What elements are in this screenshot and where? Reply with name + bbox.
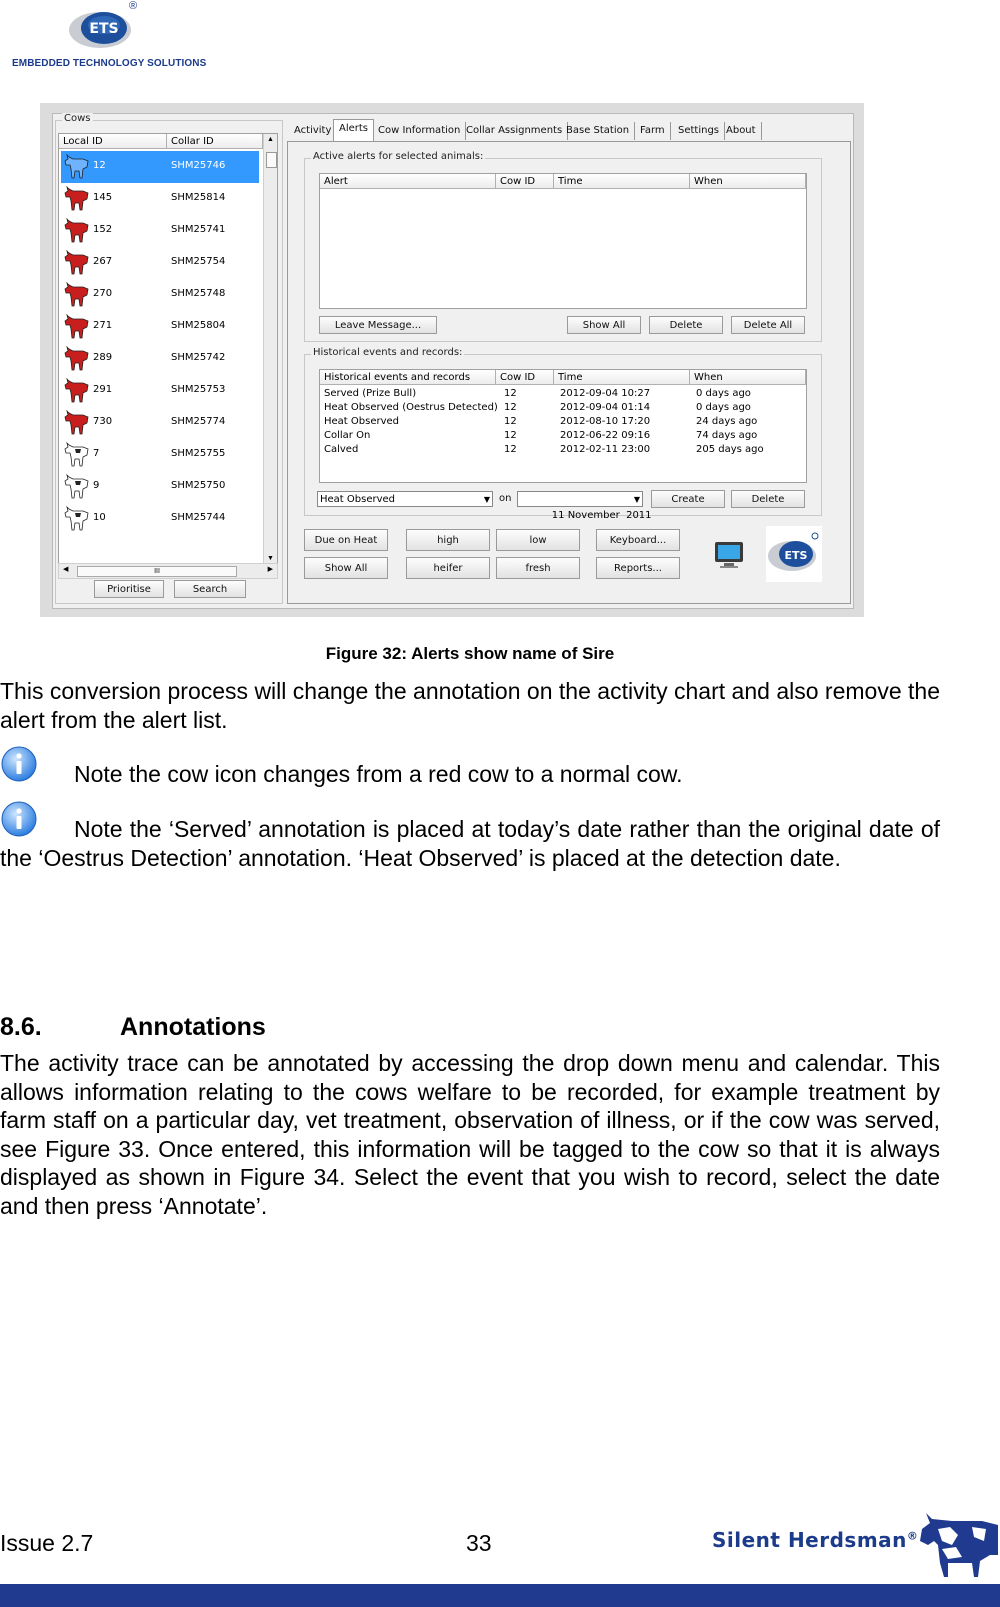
cow-row[interactable] [61, 151, 259, 183]
create-button[interactable]: Create [651, 490, 725, 508]
alert-col-alert[interactable]: Alert [320, 174, 496, 189]
history-time: 2012-09-04 10:27 [560, 388, 651, 399]
history-row[interactable] [324, 402, 804, 416]
hist-col-cow-id[interactable]: Cow ID [496, 370, 554, 385]
monitor-icon[interactable] [712, 540, 746, 570]
history-list[interactable] [319, 369, 807, 483]
cow-logo-icon [912, 1505, 1000, 1585]
history-event: Heat Observed [324, 416, 400, 427]
cow-local-id: 7 [93, 448, 100, 459]
cow-row[interactable] [61, 471, 259, 503]
tab-alerts[interactable]: Alerts [333, 119, 374, 142]
cows-group [55, 113, 283, 604]
scroll-down-icon[interactable]: ▼ [267, 555, 274, 562]
cow-local-id: 267 [93, 256, 113, 267]
cow-collar-id: SHM25814 [171, 192, 226, 203]
cow-row[interactable] [61, 503, 259, 535]
tab-farm[interactable]: Farm [635, 122, 671, 140]
history-time: 2012-09-04 01:14 [560, 402, 651, 413]
history-cow-id: 12 [504, 416, 517, 427]
on-label: on [499, 493, 512, 504]
history-row[interactable] [324, 430, 804, 444]
cow-local-id: 289 [93, 352, 113, 363]
footer-bar [0, 1584, 1000, 1607]
cow-local-id: 291 [93, 384, 113, 395]
cow-icon [63, 441, 91, 469]
cow-row[interactable] [61, 215, 259, 247]
history-when: 0 days ago [696, 402, 751, 413]
history-event: Served (Prize Bull) [324, 388, 417, 399]
cow-icon [63, 217, 91, 245]
search-button[interactable]: Search [174, 580, 246, 598]
history-cow-id: 12 [504, 402, 517, 413]
cow-list-scrollbar[interactable] [263, 134, 278, 564]
prioritise-button[interactable]: Prioritise [94, 580, 164, 598]
reports-button[interactable]: Reports... [596, 557, 680, 579]
cow-icon [63, 345, 91, 373]
alerts-screenshot [40, 103, 864, 617]
cow-icon [63, 377, 91, 405]
history-when: 74 days ago [696, 430, 758, 441]
cow-icon [63, 313, 91, 341]
ets-logo [68, 2, 138, 52]
cow-row[interactable] [61, 407, 259, 439]
active-alerts-title: Active alerts for selected animals: [313, 151, 484, 162]
history-row[interactable] [324, 416, 804, 430]
hist-col-time[interactable]: Time [554, 370, 690, 385]
alerts-tab-panel [287, 141, 851, 604]
cow-col-collar-id[interactable]: Collar ID [167, 134, 263, 149]
history-time: 2012-06-22 09:16 [560, 430, 651, 441]
cow-icon [63, 185, 91, 213]
cow-row[interactable] [61, 375, 259, 407]
cow-icon [63, 409, 91, 437]
show-all-button[interactable]: Show All [304, 557, 388, 579]
scroll-left-icon[interactable]: ◀ [63, 566, 69, 573]
note-served-annotation: Note the ‘Served’ annotation is placed at today’s date rather than the original date of the ‘Oestrus Detection’ annotation. ‘Heat Observed’ is placed at the detection date. [0, 816, 940, 871]
cow-row[interactable] [61, 439, 259, 471]
low-filter-button[interactable]: low [496, 529, 580, 551]
cow-collar-id: SHM25755 [171, 448, 226, 459]
registered-mark: ® [129, 0, 138, 12]
historical-title: Historical events and records: [313, 347, 463, 358]
cow-row[interactable] [61, 343, 259, 375]
history-event: Collar On [324, 430, 371, 441]
active-alerts-list[interactable] [319, 173, 807, 309]
tab-bar [289, 114, 849, 142]
info-icon [0, 745, 38, 783]
history-row[interactable] [324, 444, 804, 458]
delete-alert-button[interactable]: Delete [649, 316, 723, 334]
brand-registered: ® [906, 1529, 919, 1543]
event-select[interactable] [317, 491, 493, 507]
cow-collar-id: SHM25754 [171, 256, 226, 267]
cow-local-id: 730 [93, 416, 113, 427]
chevron-down-icon[interactable]: ▼ [483, 495, 490, 504]
section-title: Annotations [120, 1013, 266, 1041]
cow-local-id: 145 [93, 192, 113, 203]
history-cow-id: 12 [504, 444, 517, 455]
cow-icon [63, 153, 91, 181]
cow-local-id: 270 [93, 288, 113, 299]
tab-activity[interactable]: Activity [289, 122, 337, 140]
history-cow-id: 12 [504, 430, 517, 441]
history-when: 24 days ago [696, 416, 758, 427]
history-when: 0 days ago [696, 388, 751, 399]
hist-col-event[interactable]: Historical events and records [320, 370, 496, 385]
calendar-dropdown-icon[interactable]: ▼ [633, 495, 640, 504]
delete-history-button[interactable]: Delete [731, 490, 805, 508]
show-all-alerts-button[interactable]: Show All [567, 316, 641, 334]
keyboard-button[interactable]: Keyboard... [596, 529, 680, 551]
date-value: 11 November 2011 [551, 510, 652, 521]
due-on-heat-button[interactable]: Due on Heat [304, 529, 388, 551]
tab-base-station[interactable]: Base Station [561, 122, 635, 140]
active-alerts-group [304, 151, 822, 342]
cow-col-local-id[interactable]: Local ID [59, 134, 167, 149]
history-time: 2012-02-11 23:00 [560, 444, 651, 455]
cow-collar-id: SHM25741 [171, 224, 226, 235]
heifer-filter-button[interactable]: heifer [406, 557, 490, 579]
fresh-filter-button[interactable]: fresh [496, 557, 580, 579]
company-name: EMBEDDED TECHNOLOGY SOLUTIONS [12, 58, 207, 69]
ets-app-logo-text: ETS [784, 549, 808, 562]
note-cow-icon: Note the cow icon changes from a red cow to a normal cow. [74, 761, 683, 787]
hist-col-when[interactable]: When [690, 370, 806, 385]
scroll-up-icon[interactable]: ▲ [267, 136, 274, 143]
cow-local-id: 10 [93, 512, 106, 523]
cow-collar-id: SHM25746 [171, 160, 226, 171]
cow-collar-id: SHM25750 [171, 480, 226, 491]
history-event: Calved [324, 444, 359, 455]
high-filter-button[interactable]: high [406, 529, 490, 551]
cow-local-id: 271 [93, 320, 113, 331]
cow-list[interactable] [58, 133, 278, 565]
alert-col-when[interactable]: When [690, 174, 806, 189]
cow-collar-id: SHM25748 [171, 288, 226, 299]
tab-about[interactable]: About [721, 122, 762, 140]
tab-collar-assignments[interactable]: Collar Assignments [461, 122, 568, 140]
cow-collar-id: SHM25744 [171, 512, 226, 523]
history-cow-id: 12 [504, 388, 517, 399]
hscroll-thumb[interactable]: III [77, 566, 237, 577]
footer-issue: Issue 2.7 [0, 1530, 94, 1556]
page-number: 33 [466, 1530, 492, 1556]
cow-icon [63, 505, 91, 533]
historical-group [304, 347, 822, 521]
scroll-thumb[interactable] [266, 152, 277, 168]
brand-name: Silent Herdsman [712, 1528, 907, 1552]
cow-collar-id: SHM25753 [171, 384, 226, 395]
paragraph-annotations: The activity trace can be annotated by accessing the drop down menu and calendar. This allows information relating to the cows welfare to be recorded, for example treatment by farm staff on a particular day, vet treatment, observation of illness, or if the cow was served, see Figure 33. Once entered, this information will be tagged to the cow so that it is always displayed as shown in Figure 34. Select the event that you wish to record, select the date and then press ‘Annotate’. [0, 1050, 940, 1219]
history-time: 2012-08-10 17:20 [560, 416, 651, 427]
scroll-right-icon[interactable]: ▶ [267, 566, 273, 573]
history-row[interactable] [324, 388, 804, 402]
cow-row[interactable] [61, 247, 259, 279]
tab-cow-information[interactable]: Cow Information [373, 122, 466, 140]
cow-icon [63, 281, 91, 309]
cow-local-id: 152 [93, 224, 113, 235]
history-when: 205 days ago [696, 444, 764, 455]
paragraph-conversion: This conversion process will change the annotation on the activity chart and also remove the alert from the alert list. [0, 678, 940, 733]
app-window [52, 113, 854, 609]
ets-logo-text: ETS [89, 21, 119, 37]
cow-row[interactable] [61, 311, 259, 343]
tab-settings[interactable]: Settings [673, 122, 725, 140]
cow-collar-id: SHM25804 [171, 320, 226, 331]
cow-hscrollbar[interactable] [58, 563, 278, 579]
alert-col-cow-id[interactable]: Cow ID [496, 174, 554, 189]
leave-message-button[interactable]: Leave Message... [319, 316, 437, 334]
cow-icon [63, 249, 91, 277]
ets-app-logo [766, 526, 822, 582]
cow-local-id: 12 [93, 160, 106, 171]
cow-row[interactable] [61, 279, 259, 311]
cow-local-id: 9 [93, 480, 100, 491]
alert-col-time[interactable]: Time [554, 174, 690, 189]
footer-brand [712, 1528, 918, 1552]
delete-all-alerts-button[interactable]: Delete All [731, 316, 805, 334]
cow-row[interactable] [61, 183, 259, 215]
event-select-value: Heat Observed [320, 494, 396, 505]
cow-icon [63, 473, 91, 501]
figure-caption: Figure 32: Alerts show name of Sire [325, 644, 615, 663]
cow-collar-id: SHM25742 [171, 352, 226, 363]
cows-group-title: Cows [64, 113, 91, 124]
date-picker[interactable] [517, 491, 652, 521]
cow-collar-id: SHM25774 [171, 416, 226, 427]
history-event: Heat Observed (Oestrus Detected) [324, 402, 498, 413]
section-number: 8.6. [0, 1013, 42, 1041]
